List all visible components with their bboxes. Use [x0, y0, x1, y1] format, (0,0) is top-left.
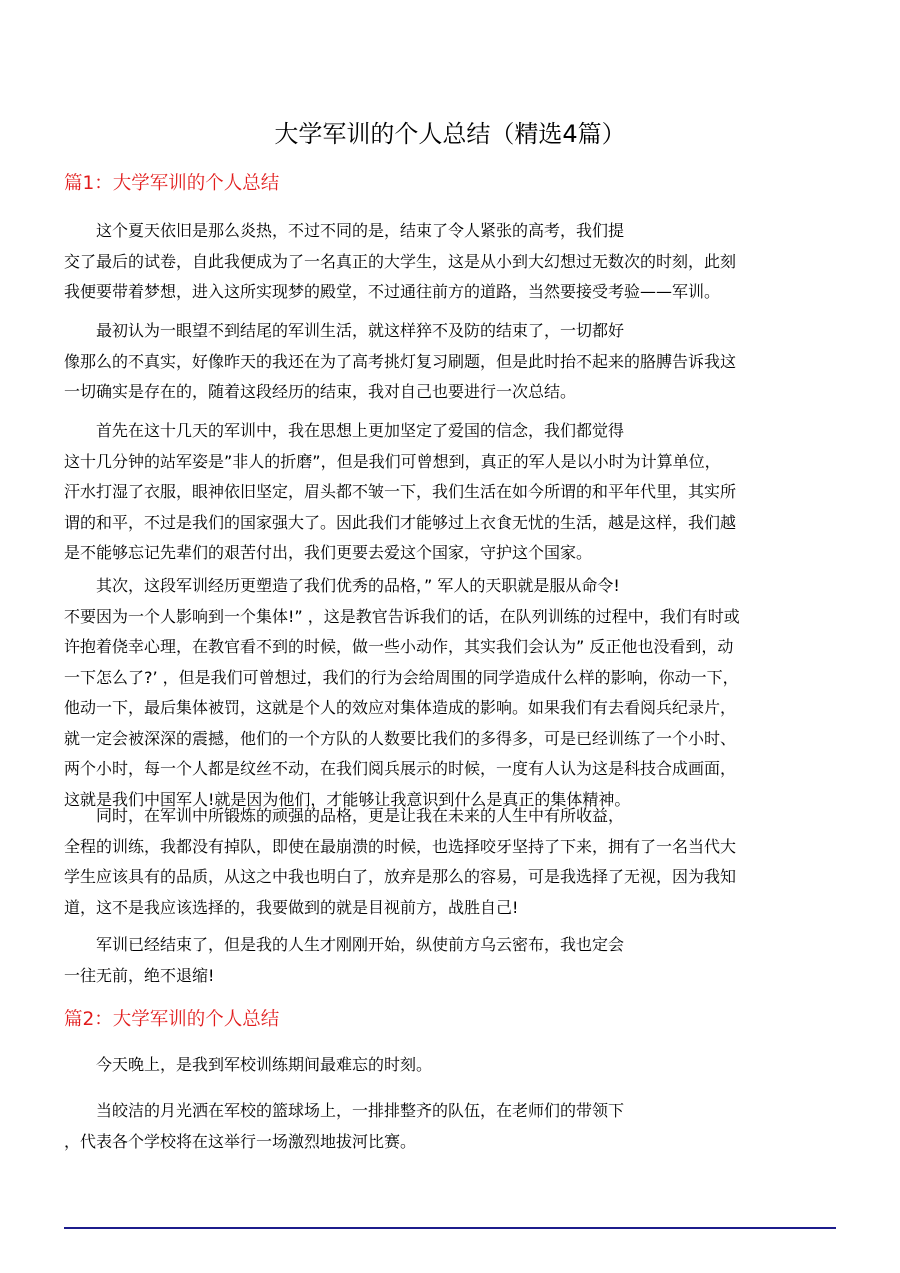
paragraph-line: 全程的训练，我都没有掉队，即使在最崩溃的时候，也选择咬牙坚持了下来，拥有了一名当代大 — [64, 836, 737, 856]
paragraph-line: 一切确实是存在的，随着这段经历的结束，我对自己也要进行一次总结。 — [64, 382, 577, 401]
paragraph — [64, 316, 844, 408]
paragraph-line: 谓的和平，不过是我们的国家强大了。因此我们才能够过上衣食无忧的生活，越是这样，我们越 — [64, 512, 737, 532]
paragraph-line: 当皎洁的月光洒在军校的篮球场上，一排排整齐的队伍，在老师们的带领下 — [96, 1101, 625, 1120]
paragraph-line: 其次，这段军训经历更塑造了我们优秀的品格，” 军人的天职就是服从命令! — [96, 576, 620, 595]
paragraph-line: 许抱着侥幸心理，在教官看不到的时候，做一些小动作，其实我们会认为” 反正他也没看到，动 — [64, 637, 734, 656]
paragraph-line: 一往无前，绝不退缩! — [64, 965, 215, 985]
paragraph-line: ，代表各个学校将在这举行一场激烈地拔河比赛。 — [64, 1131, 417, 1151]
paragraph-line: 这就是我们中国军人!就是因为他们，才能够让我意识到什么是真正的集体精神。 — [64, 789, 631, 809]
paragraph-line: 军训已经结束了，但是我的人生才刚刚开始，纵使前方乌云密布，我也定会 — [96, 935, 625, 954]
footer-rule — [64, 1227, 836, 1229]
section-heading-1: 篇1：大学军训的个人总结 — [64, 173, 280, 194]
paragraph — [64, 801, 844, 923]
paragraph-line: 就一定会被深深的震撼，他们的一个方队的人数要比我们的多得多，可是已经训练了一个小时、 — [64, 728, 737, 748]
paragraph-line: 交了最后的试卷，自此我便成为了一名真正的大学生，这是从小到大幻想过无数次的时刻，此刻 — [64, 251, 737, 271]
paragraph-line: 不要因为一个人影响到一个集体!” ，这是教官告诉我们的话，在队列训练的过程中，我们有时或 — [64, 606, 740, 626]
paragraph-line: 首先在这十几天的军训中，我在思想上更加坚定了爱国的信念，我们都觉得 — [96, 421, 625, 440]
paragraph-line: 最初认为一眼望不到结尾的军训生活，就这样猝不及防的结束了，一切都好 — [96, 321, 625, 340]
paragraph — [64, 1096, 844, 1157]
paragraph-line: 汗水打湿了衣服，眼神依旧坚定，眉头都不皱一下，我们生活在如今所谓的和平年代里，其实所 — [64, 482, 737, 501]
document-title: 大学军训的个人总结（精选4篇） — [274, 120, 626, 148]
paragraph-line: 学生应该具有的品质，从这之中我也明白了，放弃是那么的容易，可是我选择了无视，因为我知 — [64, 867, 737, 886]
paragraph — [64, 930, 844, 991]
paragraph-line: 一下怎么了?’ ，但是我们可曾想过，我们的行为会给周围的同学造成什么样的影响，你动一下， — [64, 667, 739, 687]
paragraph-line: 两个小时，每一个人都是纹丝不动，在我们阅兵展示的时候，一度有人认为这是科技合成画面， — [64, 759, 737, 778]
paragraph-line: 这十几分钟的站军姿是”非人的折磨”，但是我们可曾想到，真正的军人是以小时为计算单位， — [64, 451, 721, 471]
paragraph — [64, 571, 844, 815]
paragraph-line: 道，这不是我应该选择的，我要做到的就是目视前方，战胜自己! — [64, 897, 519, 917]
paragraph-line: 他动一下，最后集体被罚，这就是个人的效应对集体造成的影响。如果我们有去看阅兵纪录片， — [64, 698, 737, 717]
paragraph-line: 我便要带着梦想，进入这所实现梦的殿堂，不过通往前方的道路，当然要接受考验——军训。 — [64, 282, 721, 301]
paragraph-line: 同时，在军训中所锻炼的顽强的品格，更是让我在未来的人生中有所收益， — [96, 806, 625, 825]
paragraph-line: 像那么的不真实，好像昨天的我还在为了高考挑灯复习刷题，但是此时抬不起来的胳膊告诉我这 — [64, 351, 737, 371]
paragraph — [64, 216, 844, 308]
paragraph — [64, 416, 844, 569]
paragraph-line: 今天晚上，是我到军校训练期间最难忘的时刻。 — [96, 1055, 433, 1074]
paragraph-line: 是不能够忘记先辈们的艰苦付出，我们更要去爱这个国家，守护这个国家。 — [64, 543, 593, 562]
paragraph — [64, 1050, 844, 1081]
section-heading-2: 篇2：大学军训的个人总结 — [64, 1009, 280, 1030]
paragraph-line: 这个夏天依旧是那么炎热，不过不同的是，结束了令人紧张的高考，我们提 — [96, 221, 625, 240]
